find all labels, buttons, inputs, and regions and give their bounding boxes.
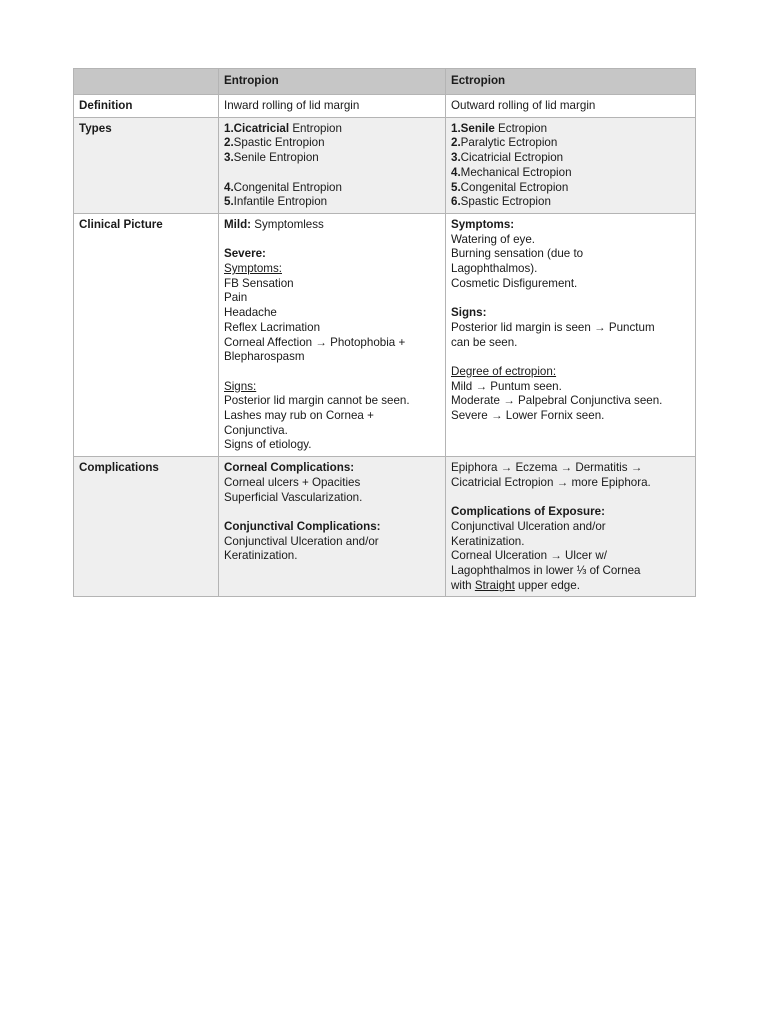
corneal-item: Corneal ulcers + Opacities: [224, 475, 361, 489]
types-label: Types: [74, 117, 219, 213]
type-text: Spastic Ectropion: [460, 195, 551, 209]
degree-label: Degree of ectropion:: [451, 364, 557, 378]
symptom-item: Corneal Affection → Photophobia +: [224, 335, 406, 349]
symptom-item: FB Sensation: [224, 276, 294, 290]
clinical-ectropion: [446, 213, 696, 456]
clinical-label: Clinical Picture: [74, 213, 219, 456]
header-blank-cell: [74, 69, 219, 95]
symptom-item: Blepharospasm: [224, 350, 305, 364]
symptoms-label: Symptoms:: [224, 262, 282, 276]
exposure-item: Corneal Ulceration → Ulcer w/: [451, 549, 607, 563]
last-post: upper edge.: [514, 578, 580, 592]
sign-item: can be seen.: [451, 335, 518, 349]
type-bold: Senile: [460, 121, 495, 135]
type-text: Congenital Entropion: [233, 180, 342, 194]
corneal-item: Superficial Vascularization.: [224, 490, 363, 504]
signs-label: Signs:: [451, 306, 487, 320]
type-item: [224, 122, 440, 137]
last-pre: with: [451, 578, 475, 592]
type-num: 5.: [451, 180, 461, 194]
sign-item: Posterior lid margin is seen → Punctum: [451, 320, 655, 334]
exposure-item: Lagophthalmos in lower ⅓ of Cornea: [451, 564, 641, 578]
symptom-item: Headache: [224, 306, 277, 320]
symptom-item: Lagophthalmos).: [451, 262, 538, 276]
type-num: 3.: [451, 151, 461, 165]
conj-label: Conjunctival Complications:: [224, 519, 381, 533]
type-item: [451, 166, 690, 181]
sign-item: Lashes may rub on Cornea +: [224, 409, 374, 423]
symptom-item: Reflex Lacrimation: [224, 320, 321, 334]
symptom-item: Pain: [224, 291, 248, 305]
sign-item: Signs of etiology.: [224, 438, 312, 452]
symptom-item: Watering of eye.: [451, 232, 535, 246]
sign-item: Conjunctiva.: [224, 423, 288, 437]
type-item: [451, 151, 690, 166]
exposure-label: Complications of Exposure:: [451, 505, 605, 519]
type-bold: Cicatricial: [233, 121, 290, 135]
type-item: [451, 136, 690, 151]
header-ectropion: Ectropion: [446, 69, 696, 95]
type-text: Ectropion: [494, 121, 548, 135]
conj-item: Conjunctival Ulceration and/or: [224, 534, 379, 548]
type-text: Mechanical Ectropion: [460, 165, 572, 179]
symptom-item: Burning sensation (due to: [451, 247, 584, 261]
type-item: [451, 122, 690, 137]
type-text: Infantile Entropion: [233, 195, 328, 209]
exposure-last-line: [451, 579, 690, 594]
type-item: [451, 195, 690, 210]
last-underlined: Straight: [474, 578, 515, 592]
type-text: Cicatricial Ectropion: [460, 151, 564, 165]
signs-label: Signs:: [224, 379, 257, 393]
clinical-row: [74, 213, 696, 456]
type-text: Spastic Entropion: [233, 136, 325, 150]
type-num: 5.: [224, 195, 234, 209]
type-num: 1.: [224, 121, 234, 135]
type-text: Paralytic Ectropion: [460, 136, 558, 150]
types-entropion: [219, 117, 446, 213]
type-item: [224, 151, 440, 166]
types-ectropion: [446, 117, 696, 213]
exposure-item: Conjunctival Ulceration and/or: [451, 519, 606, 533]
sign-item: Posterior lid margin cannot be seen.: [224, 394, 410, 408]
conj-item: Keratinization.: [224, 549, 298, 563]
header-row: [74, 69, 696, 95]
exposure-item: Keratinization.: [451, 534, 525, 548]
complications-label: Complications: [74, 457, 219, 597]
symptoms-label: Symptoms:: [451, 217, 515, 231]
type-item: [224, 136, 440, 151]
mild-line: [224, 218, 440, 233]
corneal-label: Corneal Complications:: [224, 461, 355, 475]
type-num: 6.: [451, 195, 461, 209]
type-text: Congenital Ectropion: [460, 180, 569, 194]
type-num: 4.: [224, 180, 234, 194]
degree-item: Moderate → Palpebral Conjunctiva seen.: [451, 394, 663, 408]
symptom-item: Cosmetic Disfigurement.: [451, 276, 578, 290]
types-row: [74, 117, 696, 213]
type-num: 4.: [451, 165, 461, 179]
complications-entropion: [219, 457, 446, 597]
degree-item: Mild → Puntum seen.: [451, 379, 562, 393]
intro-line: Cicatricial Ectropion → more Epiphora.: [451, 475, 651, 489]
definition-entropion: Inward rolling of lid margin: [219, 95, 446, 118]
type-item: [224, 181, 440, 196]
definition-row: [74, 95, 696, 118]
type-num: 3.: [224, 151, 234, 165]
definition-ectropion: Outward rolling of lid margin: [446, 95, 696, 118]
definition-label: Definition: [74, 95, 219, 118]
comparison-table: [73, 68, 696, 597]
type-text: Senile Entropion: [233, 151, 319, 165]
type-num: 2.: [224, 136, 234, 150]
type-num: 1.: [451, 121, 461, 135]
complications-ectropion: [446, 457, 696, 597]
severe-label: Severe:: [224, 247, 266, 261]
clinical-entropion: [219, 213, 446, 456]
mild-text: Symptomless: [251, 217, 324, 231]
type-text: Entropion: [289, 121, 342, 135]
header-entropion: Entropion: [219, 69, 446, 95]
complications-row: [74, 457, 696, 597]
type-num: 2.: [451, 136, 461, 150]
mild-label: Mild:: [224, 217, 252, 231]
degree-item: Severe → Lower Fornix seen.: [451, 409, 605, 423]
type-item: [451, 181, 690, 196]
type-item: [224, 195, 440, 210]
intro-line: Epiphora → Eczema → Dermatitis →: [451, 461, 643, 475]
